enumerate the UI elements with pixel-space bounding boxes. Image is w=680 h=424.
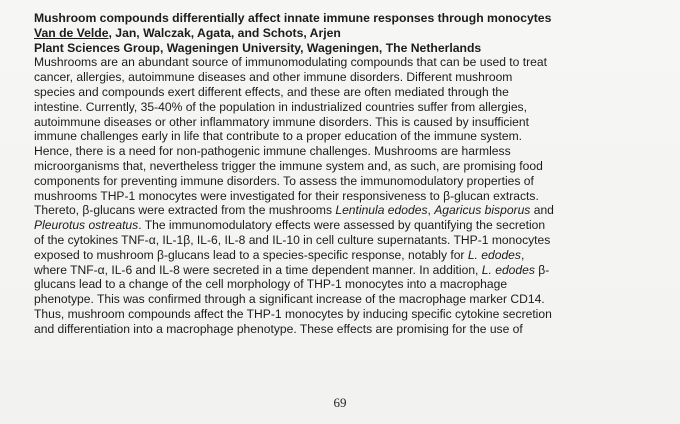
page-number: 69 [333,395,347,410]
body-line: intestine. Currently, 35-40% of the population in industrialized countries suffer from allergies, [34,99,527,114]
body-line: Hence, there is a need for non-pathogenic immune challenges. Mushrooms are harmless [34,144,511,159]
affiliation: Plant Sciences Group, Wageningen University, Wageningen, The Netherlands [34,40,482,55]
abstract [34,11,644,337]
presenting-author: Van de Velde [34,25,109,40]
abstract-body [34,55,644,336]
abstract-title: Mushroom compounds differentially affect innate immune responses through monocytes [34,11,552,25]
body-line: components for preventing immune disorders. To assess the immunomodulatory properties of [34,173,534,188]
author-list [34,26,644,41]
body-line: Thus, mushroom compounds affect the THP-1 monocytes by inducing specific cytokine secretion [34,306,552,321]
body-line: immune challenges early in life that contribute to a proper education of the immune system. [34,129,523,144]
body-line: microorganisms that, nevertheless trigger the immune system and, as such, are promising food [34,158,543,173]
body-line: autoimmune diseases or other inflammatory immune disorders. This is caused by insufficient [34,114,529,129]
body-line: Thereto, β-glucans were extracted from the mushrooms Lentinula edodes, Agaricus bisporus and [34,203,554,218]
body-line: exposed to mushroom β-glucans lead to a species-specific response, notably for L. edodes, [34,247,525,262]
body-line: Pleurotus ostreatus. The immunomodulatory effects were assessed by quantifying the secretion [34,218,546,233]
co-authors: , Jan, Walczak, Agata, and Schots, Arjen [108,25,341,40]
body-line: where TNF-α, IL-6 and IL-8 were secreted in a time dependent manner. In addition, L. edodes β- [34,262,550,277]
body-line: cancer, allergies, autoimmune diseases and other immune disorders. Different mushroom [34,70,513,85]
body-line: glucans lead to a change of the cell morphology of THP-1 monocytes into a macrophage [34,277,508,292]
body-line: of the cytokines TNF-α, IL-1β, IL-6, IL-8 and IL-10 in cell culture supernatants. THP-1 monocytes [34,232,551,247]
body-line: and differentiation into a macrophage phenotype. These effects are promising for the use of [34,321,523,336]
body-line: species and compounds exert different effects, and these are often mediated through the [34,84,509,99]
body-line: Mushrooms are an abundant source of immunomodulating compounds that can be used to treat [34,55,547,70]
body-line: mushrooms THP-1 monocytes were investigated for their responsiveness to β-glucan extracts. [34,188,539,203]
body-line: phenotype. This was confirmed through a significant increase of the macrophage marker CD14. [34,292,545,307]
